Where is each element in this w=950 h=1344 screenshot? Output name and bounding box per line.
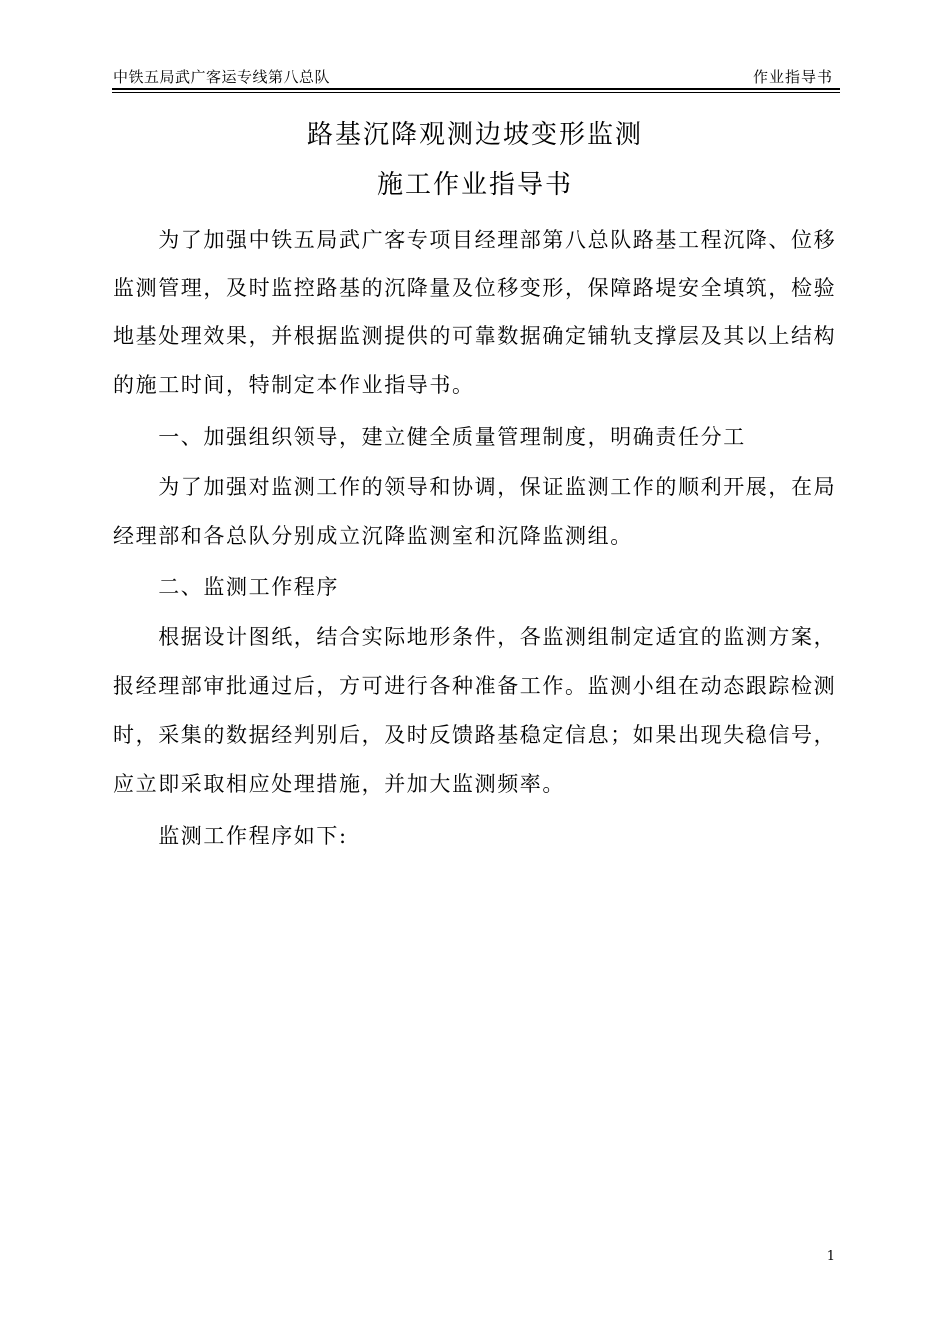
document-title-line1: 路基沉降观测边坡变形监测 bbox=[306, 120, 643, 150]
body-line: 的施工时间，特制定本作业指导书。 bbox=[113, 373, 475, 397]
page-number: 1 bbox=[826, 1249, 835, 1264]
header-divider-thin bbox=[112, 92, 840, 93]
body-line: 报经理部审批通过后，方可进行各种准备工作。监测小组在动态跟踪检测 bbox=[113, 674, 837, 698]
section-heading: 一、加强组织领导，建立健全质量管理制度，明确责任分工 bbox=[113, 425, 746, 449]
page-header-right: 作业指导书 bbox=[752, 68, 833, 86]
page-header-left: 中铁五局武广客运专线第八总队 bbox=[113, 68, 331, 86]
body-line: 监测管理，及时监控路基的沉降量及位移变形，保障路堤安全填筑，检验 bbox=[113, 276, 837, 300]
body-line: 时，采集的数据经判别后，及时反馈路基稳定信息；如果出现失稳信号， bbox=[113, 723, 837, 747]
header-divider-thick bbox=[112, 88, 840, 90]
body-line: 经理部和各总队分别成立沉降监测室和沉降监测组。 bbox=[113, 524, 633, 548]
section-heading: 二、监测工作程序 bbox=[113, 575, 339, 599]
body-line: 为了加强中铁五局武广客专项目经理部第八总队路基工程沉降、位移 bbox=[113, 228, 837, 252]
document-title-line2: 施工作业指导书 bbox=[376, 170, 573, 200]
body-line: 为了加强对监测工作的领导和协调，保证监测工作的顺利开展，在局 bbox=[113, 475, 837, 499]
body-line: 应立即采取相应处理措施，并加大监测频率。 bbox=[113, 772, 565, 796]
body-line: 根据设计图纸，结合实际地形条件，各监测组制定适宜的监测方案， bbox=[113, 625, 837, 649]
body-line: 地基处理效果，并根据监测提供的可靠数据确定铺轨支撑层及其以上结构 bbox=[113, 324, 837, 348]
body-line: 监测工作程序如下: bbox=[113, 824, 348, 848]
